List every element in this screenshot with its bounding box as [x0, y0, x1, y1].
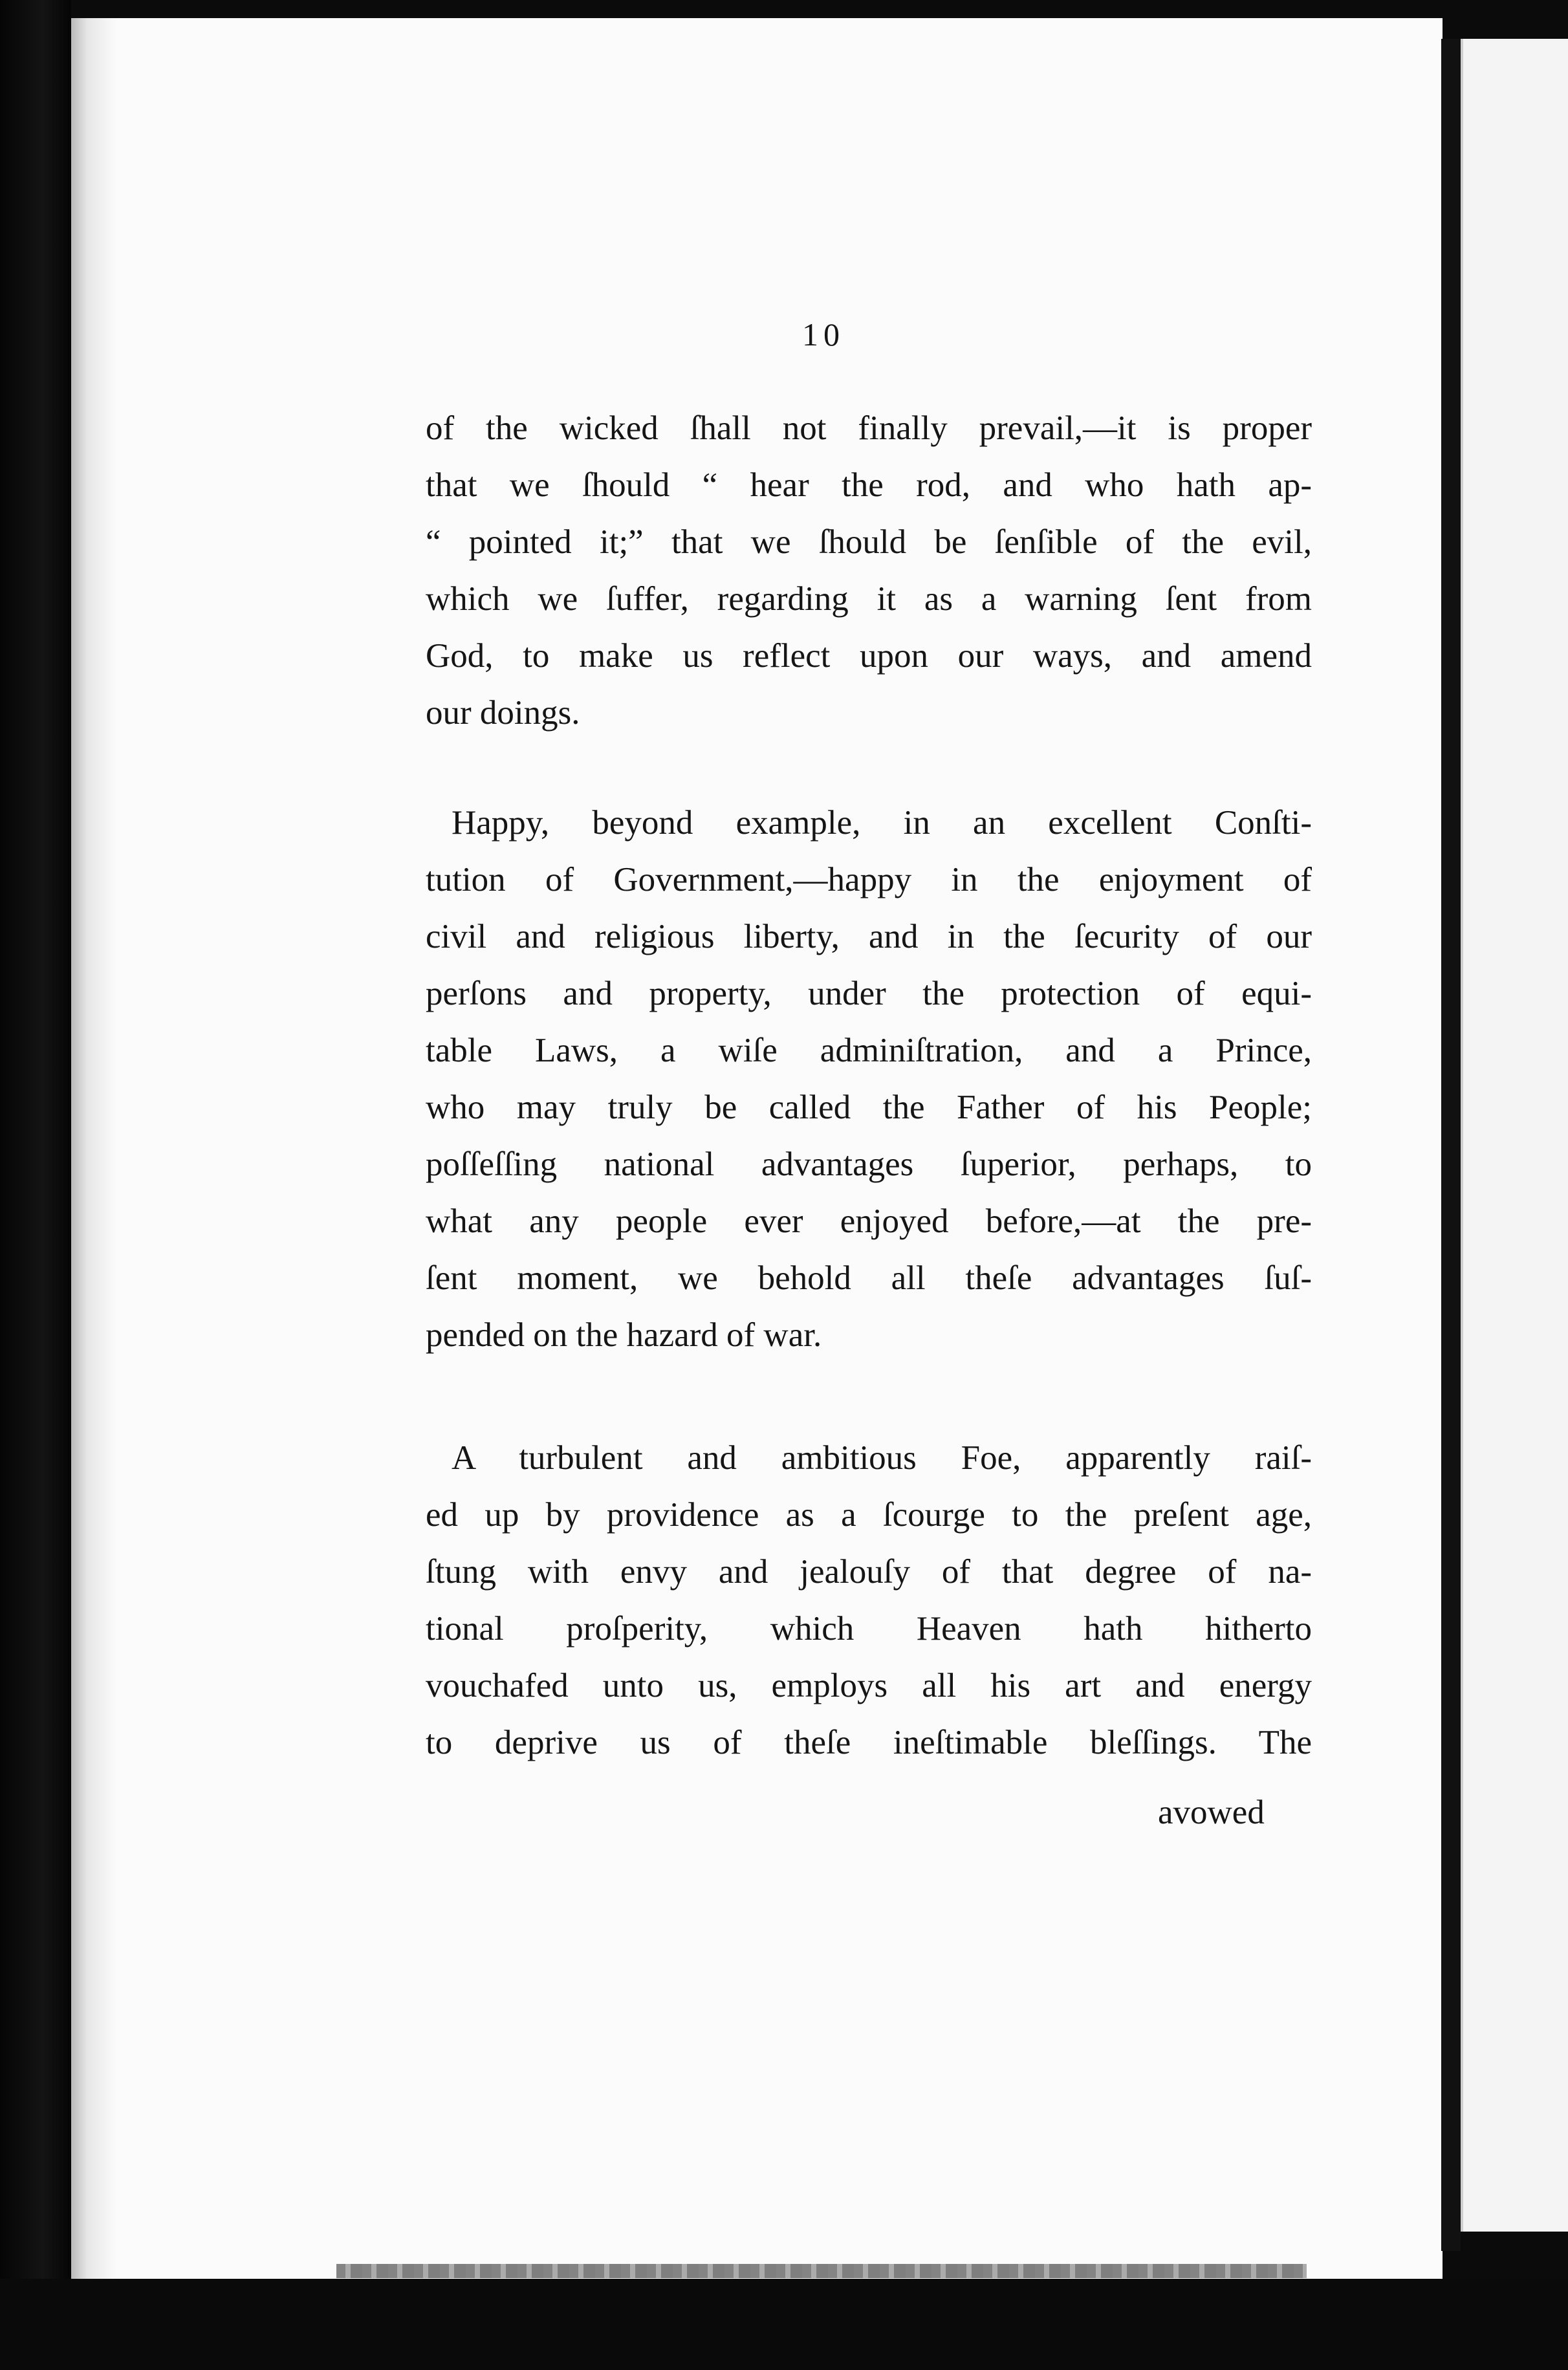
- facing-page-edge: [1461, 39, 1568, 2232]
- book-spine: [1441, 39, 1461, 2251]
- text-line: God, to make us reflect upon our ways, and amend: [426, 637, 1312, 675]
- text-line: A turbulent and ambitious Foe, apparently raiſ-: [452, 1439, 1312, 1477]
- text-line: to deprive us of theſe ineſtimable bleſſings. The: [426, 1724, 1312, 1761]
- text-line: ed up by providence as a ſcourge to the preſent age,: [426, 1496, 1312, 1534]
- paragraph-3: [426, 1430, 1312, 1771]
- text-line: who may truly be called the Father of his People;: [426, 1089, 1312, 1126]
- text-line: pended on the hazard of war.: [426, 1316, 822, 1354]
- text-line: ſent moment, we behold all theſe advantages ſuſ-: [426, 1259, 1312, 1297]
- text-line: poſſeſſing national advantages ſuperior, perhaps, to: [426, 1146, 1312, 1183]
- text-line: our doings.: [426, 694, 580, 732]
- text-line: table Laws, a wiſe adminiſtration, and a Prince,: [426, 1032, 1312, 1069]
- text-line: tution of Government,—happy in the enjoyment of: [426, 861, 1312, 898]
- page-bottom-edge: [336, 2264, 1307, 2278]
- page-number: 10: [802, 316, 845, 353]
- text-line: of the wicked ſhall not finally prevail,—it is proper: [426, 409, 1312, 447]
- text-line: Happy, beyond example, in an excellent Conſti-: [452, 804, 1312, 842]
- text-line: perſons and property, under the protection of equi-: [426, 975, 1312, 1012]
- text-line: tional proſperity, which Heaven hath hitherto: [426, 1610, 1312, 1647]
- text-line: that we ſhould “ hear the rod, and who hath ap-: [426, 466, 1312, 504]
- text-line: what any people ever enjoyed before,—at the pre-: [426, 1202, 1312, 1240]
- text-line: ſtung with envy and jealouſy of that degree of na-: [426, 1553, 1312, 1591]
- page-binding-shadow: [71, 18, 116, 2279]
- paragraph-2: [426, 794, 1312, 1364]
- left-gutter: [0, 0, 71, 2370]
- text-line: “ pointed it;” that we ſhould be ſenſible of the evil,: [426, 523, 1312, 561]
- paragraph-1: [426, 400, 1312, 741]
- text-line: which we ſuffer, regarding it as a warning ſent from: [426, 580, 1312, 618]
- text-line: civil and religious liberty, and in the ſecurity of our: [426, 918, 1312, 955]
- bottom-scan-border: [0, 2279, 1568, 2370]
- catchword: avowed: [1158, 1794, 1265, 1831]
- text-line: vouchafed unto us, employs all his art and energy: [426, 1667, 1312, 1704]
